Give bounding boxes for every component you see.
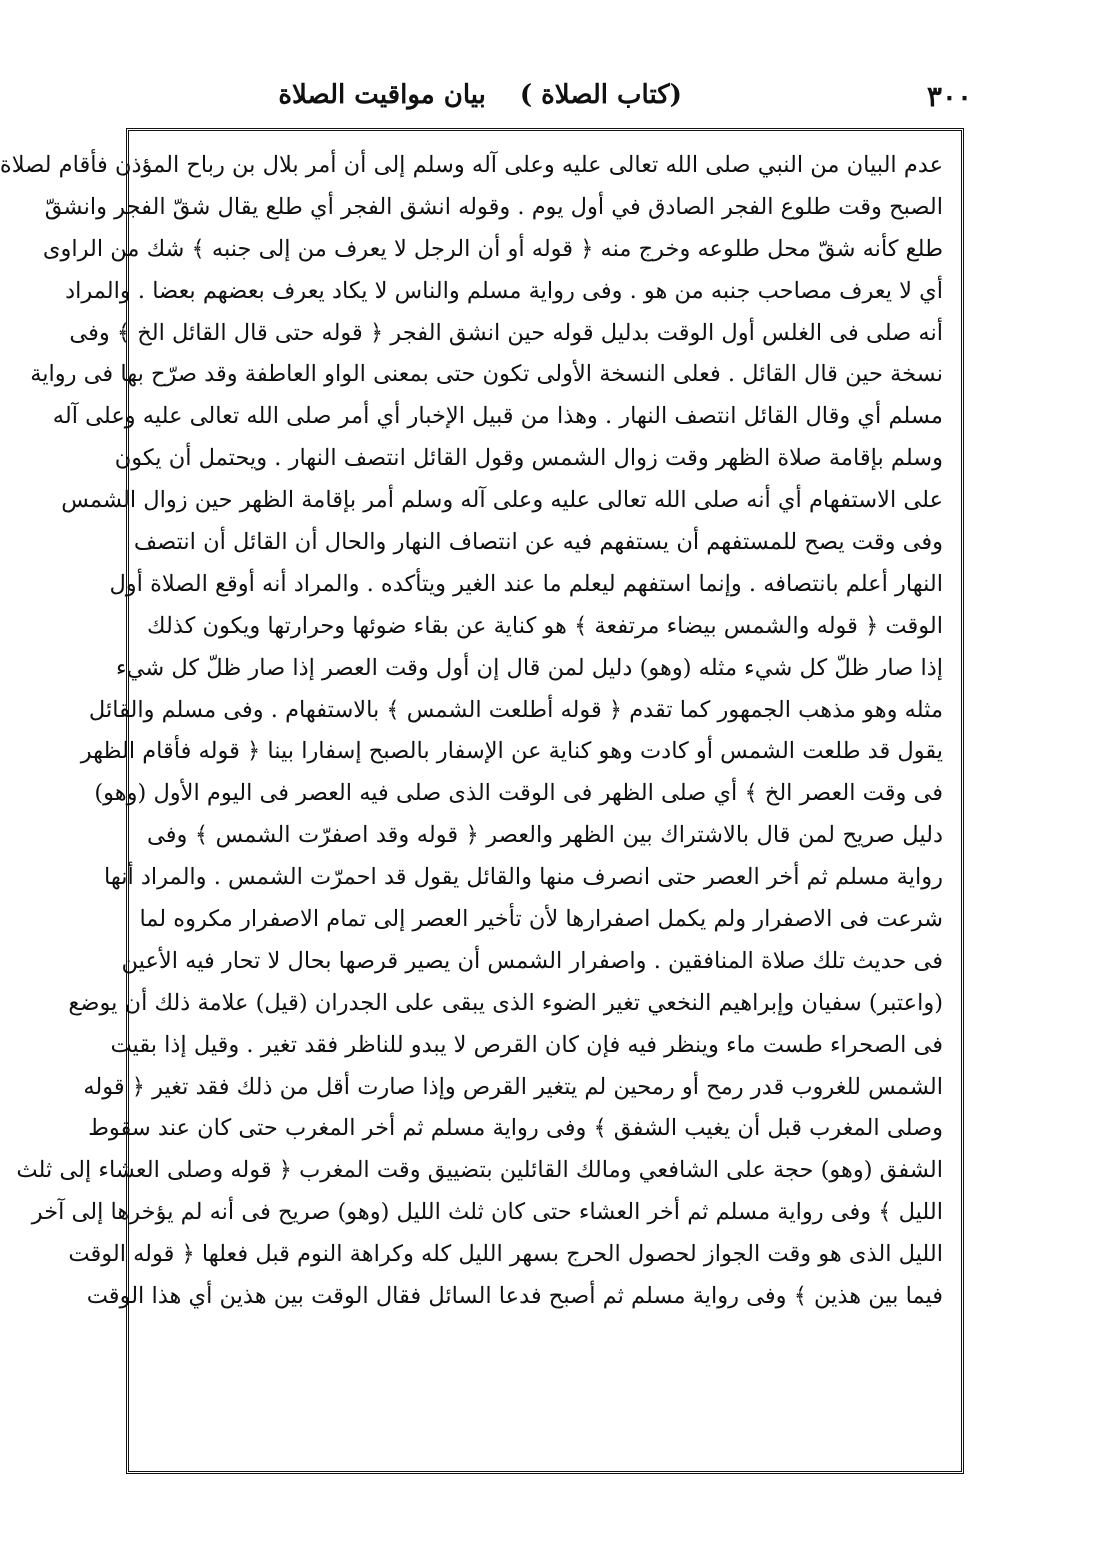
text-line: شرعت فى الاصفرار ولم يكمل اصفرارها لأن تأخير العصر إلى تمام الاصفرار مكروه لما bbox=[139, 906, 943, 933]
text-line: الصبح وقت طلوع الفجر الصادق في أول يوم . وقوله انشق الفجر أي طلع يقال شقّ الفجر وانشقّ bbox=[44, 193, 943, 220]
text-line: طلع كأنه شقّ محل طلوعه وخرج منه ﴿ قوله أو أن الرجل لا يعرف من إلى جنبه ﴾ شك من الراوى bbox=[42, 235, 943, 262]
text-line: النهار أعلم بانتصافه . وإنما استفهم ليعلم ما عند الغير ويتأكده . والمراد أنه أوقع الصلاة أول bbox=[109, 570, 943, 597]
text-line: عدم البيان من النبي صلى الله تعالى عليه وعلى آله وسلم إلى أن أمر بلال بن رباح المؤذن فأقام لصلاة bbox=[0, 152, 943, 178]
text-line: على الاستفهام أي أنه صلى الله تعالى عليه وعلى آله وسلم أمر بإقامة الظهر حين زوال الشمس bbox=[61, 487, 943, 514]
text-line: الليل ﴾ وفى رواية مسلم ثم أخر العشاء حتى كان ثلث الليل (وهو) صريح فى أنه لم يؤخرها إلى آخر bbox=[31, 1199, 943, 1226]
running-title bbox=[278, 80, 682, 110]
page-number: ٣٠٠ bbox=[926, 80, 972, 113]
text-line: أي لا يعرف مصاحب جنبه من هو . وفى رواية مسلم والناس لا يكاد يعرف بعضهم بعضا . والمراد bbox=[65, 277, 943, 304]
text-line: نسخة حين قال القائل . فعلى النسخة الأولى تكون حتى بمعنى الواو العاطفة وقد صرّح بها فى رواية bbox=[30, 361, 943, 388]
text-line: الشفق (وهو) حجة على الشافعي ومالك القائلين بتضييق وقت المغرب ﴿ قوله وصلى العشاء إلى ثلث bbox=[16, 1157, 943, 1184]
text-line: يقول قد طلعت الشمس أو كادت وهو كناية عن الإسفار بالصبح إسفارا بينا ﴿ قوله فأقام الظهر bbox=[80, 738, 943, 765]
text-frame bbox=[0, 128, 964, 1474]
text-line: الليل الذى هو وقت الجواز لحصول الحرج بسهر الليل كله وكراهة النوم قبل فعلها ﴿ قوله الوقت bbox=[68, 1241, 943, 1268]
text-line: إذا صار ظلّ كل شيء مثله (وهو) دليل لمن قال إن أول وقت العصر إذا صار ظلّ كل شيء bbox=[116, 654, 943, 681]
text-line: وسلم بإقامة صلاة الظهر وقت زوال الشمس وقول القائل انتصف النهار . ويحتمل أن يكون bbox=[114, 445, 943, 472]
section-title: بيان مواقيت الصلاة bbox=[278, 80, 486, 110]
text-line: وفى وقت يصح للمستفهم أن يستفهم فيه عن انتصاف النهار والحال أن القائل أن انتصف bbox=[133, 529, 943, 556]
text-line: فى حديث تلك صلاة المنافقين . واصفرار الشمس أن يصير قرصها بحال لا تحار فيه الأعين bbox=[121, 947, 943, 974]
text-line: فيما بين هذين ﴾ وفى رواية مسلم ثم أصبح فدعا السائل فقال الوقت بين هذين أي هذا الوقت bbox=[86, 1283, 943, 1310]
book-title: (كتاب الصلاة ) bbox=[519, 80, 682, 110]
text-line: رواية مسلم ثم أخر العصر حتى انصرف منها والقائل يقول قد احمرّت الشمس . والمراد أنها bbox=[103, 864, 943, 891]
text-line: الشمس للغروب قدر رمح أو رمحين لم يتغير القرص وإذا صارت أقل من ذلك فقد تغير ﴿ قوله bbox=[83, 1073, 943, 1100]
text-line: وصلى المغرب قبل أن يغيب الشفق ﴾ وفى رواية مسلم ثم أخر المغرب حتى كان عند سقوط bbox=[88, 1115, 943, 1142]
text-line: دليل صريح لمن قال بالاشتراك بين الظهر والعصر ﴿ قوله وقد اصفرّت الشمس ﴾ وفى bbox=[147, 822, 943, 849]
text-line: مثله وهو مذهب الجمهور كما تقدم ﴿ قوله أطلعت الشمس ﴾ بالاستفهام . وفى مسلم والقائل bbox=[88, 696, 943, 723]
page-header bbox=[136, 78, 972, 122]
text-line: مسلم أي وقال القائل انتصف النهار . وهذا من قبيل الإخبار أي أمر صلى الله تعالى عليه وعلى آله bbox=[52, 403, 943, 430]
text-line: (واعتبر) سفيان وإبراهيم النخعي تغير الضوء الذى يبقى على الجدران (قيل) علامة ذلك أن يوضع bbox=[68, 989, 943, 1016]
text-line: فى الصحراء طست ماء وينظر فيه فإن كان القرص لا يبدو للناظر فقد تغير . وقيل إذا بقيت bbox=[110, 1031, 943, 1058]
text-line: أنه صلى فى الغلس أول الوقت بدليل قوله حين انشق الفجر ﴿ قوله حتى قال القائل الخ ﴾ وفى bbox=[69, 319, 943, 346]
text-line: الوقت ﴿ قوله والشمس بيضاء مرتفعة ﴾ هو كناية عن بقاء ضوئها وحرارتها ويكون كذلك bbox=[147, 612, 943, 639]
text-line: فى وقت العصر الخ ﴾ أي صلى الظهر فى الوقت الذى صلى فيه العصر فى اليوم الأول (وهو) bbox=[94, 780, 943, 807]
